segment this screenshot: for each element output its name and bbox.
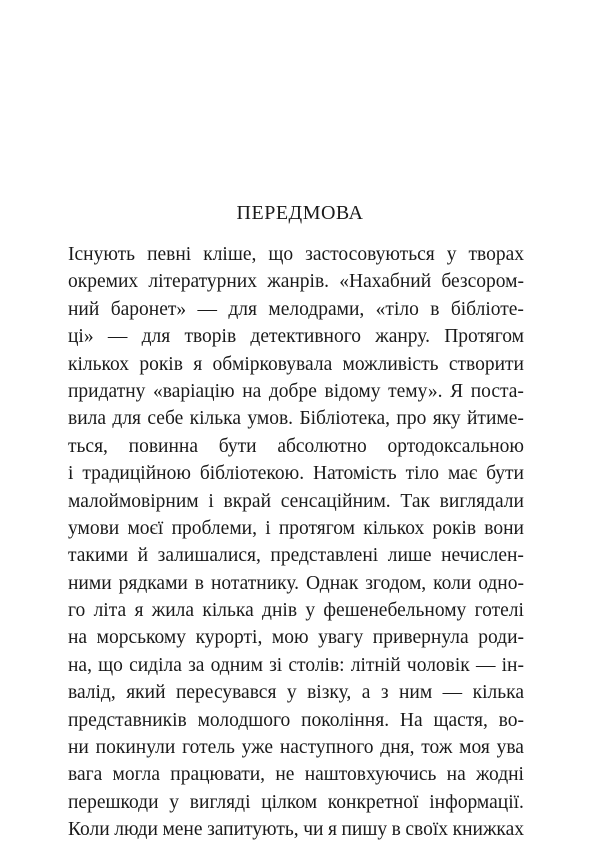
text-line: [68, 542, 524, 569]
word: повинна: [128, 435, 198, 457]
word: мелодрами,: [268, 298, 365, 320]
word: з: [380, 682, 389, 704]
word: жодні: [476, 764, 524, 786]
word: тіло: [405, 463, 440, 485]
word: і: [68, 463, 74, 485]
word: певні: [147, 244, 192, 265]
word: поста-: [470, 380, 524, 402]
word: я: [327, 819, 337, 841]
word: вага: [68, 764, 103, 786]
word: конкретної: [327, 791, 419, 813]
word: творах: [468, 244, 524, 265]
word: моєї: [127, 517, 164, 539]
word: на: [242, 380, 262, 402]
word: років: [139, 353, 183, 375]
word: вигляді: [189, 791, 251, 813]
word: і: [208, 490, 214, 512]
word: ни: [68, 737, 89, 759]
word: придатну: [68, 380, 146, 402]
word: рядками: [118, 572, 188, 594]
word: «варіацію: [153, 380, 235, 402]
word: зі: [269, 654, 283, 676]
word: вкрай: [223, 490, 272, 512]
word: ться,: [68, 435, 108, 457]
text-line: [68, 789, 524, 816]
text-line: [68, 460, 524, 487]
word: запитують,: [207, 819, 299, 841]
word: для: [228, 298, 258, 320]
word: мене: [162, 819, 203, 841]
word: бібліоте-: [450, 298, 524, 320]
text-line: [68, 679, 524, 706]
text-line: [68, 405, 524, 432]
word: —: [442, 682, 463, 704]
word: літа: [93, 600, 127, 622]
word: виглядали: [439, 490, 524, 512]
word: ін-: [501, 654, 524, 676]
word: про: [396, 408, 427, 430]
word: дня,: [380, 737, 415, 759]
word: яку: [432, 408, 461, 430]
word: обмірковувала: [212, 353, 333, 375]
word: сиділа: [129, 654, 182, 676]
word: готель: [182, 737, 235, 759]
word: книжках: [452, 819, 524, 841]
word: інформації.: [429, 791, 524, 813]
text-line: [68, 624, 524, 651]
word: своїх: [405, 819, 449, 841]
word: в: [430, 298, 440, 320]
word: «тіло: [375, 298, 419, 320]
word: привернула: [372, 627, 469, 649]
word: во-: [498, 709, 524, 731]
text-line: [68, 597, 524, 624]
word: й: [137, 545, 149, 567]
word: цілком: [261, 791, 318, 813]
word: ними: [68, 572, 112, 594]
word: готелі: [474, 600, 524, 622]
word: кількох: [363, 517, 425, 539]
text-line: [68, 241, 524, 268]
word: столів:: [288, 654, 345, 676]
word: Існують: [68, 244, 136, 265]
chapter-heading: ПЕРЕДМОВА: [236, 202, 364, 224]
word: баронет»: [110, 298, 187, 320]
word: одно-: [478, 572, 524, 594]
word: вони: [484, 517, 524, 539]
text-line: [68, 378, 524, 405]
word: в: [391, 819, 401, 841]
text-line: [68, 816, 524, 843]
word: що: [98, 654, 123, 676]
word: бути: [486, 463, 524, 485]
text-line: [68, 570, 524, 597]
word: візку,: [307, 682, 352, 704]
word: за: [188, 654, 205, 676]
word: у: [305, 600, 316, 622]
word: перешкоди: [68, 791, 159, 813]
text-line: [68, 515, 524, 542]
text-line: [68, 433, 524, 460]
word: я: [134, 600, 144, 622]
word: бути: [218, 435, 257, 457]
word: Протягом: [444, 326, 524, 348]
word: такими: [68, 545, 129, 567]
word: люди: [114, 819, 158, 841]
word: одним: [210, 654, 263, 676]
word: бібліотекою.: [199, 463, 305, 485]
text-line: [68, 734, 524, 761]
word: детективного: [250, 326, 361, 348]
word: нотатнику.: [210, 572, 300, 594]
word: лише: [387, 545, 432, 567]
word: ортодоксальною: [387, 435, 524, 457]
word: Натомість: [313, 463, 397, 485]
word: малоймовірним: [68, 490, 199, 512]
word: для: [141, 326, 171, 348]
word: ува: [496, 737, 524, 759]
word: —: [107, 326, 128, 348]
word: можливість: [342, 353, 439, 375]
word: роди-: [478, 627, 524, 649]
word: творів: [184, 326, 237, 348]
word: валід,: [68, 682, 116, 704]
word: протягом: [278, 517, 355, 539]
word: жанрів.: [267, 271, 330, 293]
word: літній: [350, 654, 401, 676]
word: на: [68, 627, 88, 649]
word: умови: [68, 517, 120, 539]
word: створити: [448, 353, 524, 375]
text-line: [68, 323, 524, 350]
word: морському: [96, 627, 186, 649]
word: наштовхуючись: [304, 764, 437, 786]
word: років: [432, 517, 477, 539]
word: працювати,: [170, 764, 266, 786]
word: чи: [303, 819, 324, 841]
word: жила: [151, 600, 195, 622]
word: вила: [68, 408, 107, 430]
word: окремих: [68, 271, 139, 293]
word: ним: [399, 682, 433, 704]
word: жанру.: [375, 326, 430, 348]
word: чоловік: [406, 654, 470, 676]
word: кліше,: [203, 244, 257, 265]
word: безсором-: [441, 271, 524, 293]
word: проблеми,: [171, 517, 257, 539]
word: «Нахабний: [339, 271, 432, 293]
word: для: [112, 408, 142, 430]
word: моя: [459, 737, 490, 759]
word: увагу: [318, 627, 364, 649]
word: молодшого: [197, 709, 291, 731]
word: який: [126, 682, 166, 704]
text-line: [68, 268, 524, 295]
body-text: [68, 241, 524, 844]
text-line: [68, 351, 524, 378]
word: на,: [68, 654, 92, 676]
word: згодом,: [365, 572, 427, 594]
word: На: [399, 709, 423, 731]
word: абсолютно: [277, 435, 367, 457]
word: умов.: [247, 408, 294, 430]
word: добре: [268, 380, 317, 402]
word: не: [275, 764, 295, 786]
word: мою: [271, 627, 309, 649]
word: Коли: [68, 819, 110, 841]
word: у: [169, 791, 180, 813]
word: пишу: [341, 819, 388, 841]
word: кількох: [68, 353, 130, 375]
text-line: [68, 296, 524, 323]
word: тож: [421, 737, 453, 759]
text-line: [68, 761, 524, 788]
text-line: [68, 652, 524, 679]
word: сенсаційним.: [280, 490, 391, 512]
word: представлені: [270, 545, 379, 567]
word: йтиме-: [467, 408, 524, 430]
word: має: [447, 463, 478, 485]
word: покинули: [95, 737, 176, 759]
word: і: [265, 517, 271, 539]
word: уже: [241, 737, 274, 759]
word: Бібліотека,: [299, 408, 391, 430]
word: представників: [68, 709, 187, 731]
word: відому: [324, 380, 381, 402]
word: Так: [400, 490, 430, 512]
word: я: [193, 353, 203, 375]
word: ці»: [68, 326, 94, 348]
word: курорті,: [195, 627, 263, 649]
text-line: [68, 488, 524, 515]
word: у: [446, 244, 457, 265]
word: коли: [433, 572, 472, 594]
word: залишалися,: [157, 545, 261, 567]
word: кілька: [189, 408, 242, 430]
word: покоління.: [301, 709, 390, 731]
word: Я: [450, 380, 464, 402]
word: тему».: [388, 380, 443, 402]
word: а: [361, 682, 371, 704]
word: на: [446, 764, 466, 786]
word: застосовуються: [305, 244, 435, 265]
word: ний: [68, 298, 100, 320]
word: себе: [147, 408, 184, 430]
word: кілька: [202, 600, 254, 622]
word: фешенебельному: [323, 600, 467, 622]
word: го: [68, 600, 86, 622]
word: могла: [112, 764, 161, 786]
word: у: [286, 682, 297, 704]
word: —: [197, 298, 218, 320]
word: днів: [262, 600, 298, 622]
word: —: [475, 654, 496, 676]
word: пересувався: [175, 682, 277, 704]
word: Однак: [305, 572, 359, 594]
text-line: [68, 707, 524, 734]
word: щастя,: [433, 709, 488, 731]
word: в: [194, 572, 204, 594]
word: літературних: [148, 271, 257, 293]
word: традиційною: [82, 463, 191, 485]
word: кілька: [472, 682, 524, 704]
word: нечислен-: [441, 545, 524, 567]
word: що: [268, 244, 294, 265]
word: наступного: [279, 737, 374, 759]
